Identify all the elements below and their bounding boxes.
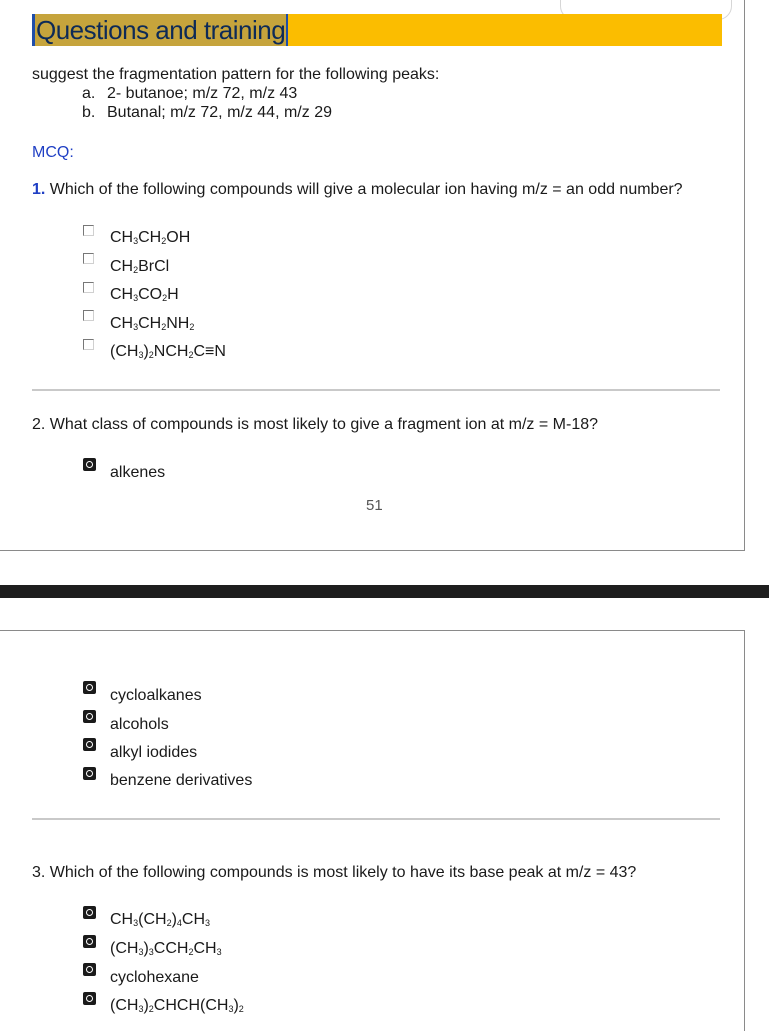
q1-option-e: $(CH_3)_2NCH_2C\equiv N$	[110, 343, 226, 360]
question-1	[32, 180, 683, 200]
radio-q2-c[interactable]	[83, 710, 96, 723]
checkbox-q1-e[interactable]	[83, 339, 94, 350]
checkbox-q1-b[interactable]	[83, 253, 94, 264]
q2-option-d: alkyl iodides	[110, 744, 198, 761]
intro-prompt: suggest the fragmentation pattern for the following peaks:	[32, 66, 440, 83]
question-1-number: 1.	[32, 181, 46, 198]
q3-option-d: $(CH_3)_2CHCH(CH_3)_2$	[110, 997, 244, 1014]
radio-q2-e[interactable]	[83, 767, 96, 780]
q1-option-d: $CH_3CH_2NH_2$	[110, 315, 195, 332]
separator	[32, 389, 720, 391]
page-gap-bar	[0, 585, 769, 598]
q2-option-e: benzene derivatives	[110, 772, 253, 789]
page-title: Questions and training	[32, 14, 288, 46]
radio-q3-a[interactable]	[83, 906, 96, 919]
q2-option-b: cycloalkanes	[110, 687, 202, 704]
q1-option-c: $CH_3CO_2H$	[110, 286, 179, 303]
question-1-text: Which of the following compounds will give a molecular ion having m/z = an odd number?	[49, 181, 683, 198]
checkbox-q1-a[interactable]	[83, 225, 94, 236]
checkbox-q1-c[interactable]	[83, 282, 94, 293]
page-number: 51	[366, 497, 383, 514]
radio-q2-d[interactable]	[83, 738, 96, 751]
q1-option-a: $CH_3CH_2OH$	[110, 229, 191, 246]
intro-item-a: 2- butanoe; m/z 72, m/z 43	[107, 85, 298, 102]
question-3: 3. Which of the following compounds is most likely to have its base peak at m/z = 43?	[32, 864, 637, 881]
separator	[32, 818, 720, 820]
radio-q2-b[interactable]	[83, 681, 96, 694]
page-edge-tick	[0, 630, 10, 631]
mcq-label: MCQ:	[32, 144, 74, 161]
intro-item-a-marker: a.	[82, 85, 96, 102]
q2-option-a: alkenes	[110, 464, 166, 481]
question-2: 2. What class of compounds is most likely to give a fragment ion at m/z = M-18?	[32, 416, 599, 433]
q3-option-a: $CH_3(CH_2)_4CH_3$	[110, 911, 211, 928]
intro-item-b-marker: b.	[82, 104, 96, 121]
checkbox-q1-d[interactable]	[83, 310, 94, 321]
radio-q2-a[interactable]	[83, 458, 96, 471]
radio-q3-c[interactable]	[83, 963, 96, 976]
radio-q3-d[interactable]	[83, 992, 96, 1005]
intro-item-b: Butanal; m/z 72, m/z 44, m/z 29	[107, 104, 332, 121]
q2-option-c: alcohols	[110, 716, 169, 733]
radio-q3-b[interactable]	[83, 935, 96, 948]
q3-option-c: cyclohexane	[110, 969, 199, 986]
q1-option-b: $CH_2BrCl$	[110, 258, 170, 275]
q3-option-b: $(CH_3)_3CCH_2CH_3$	[110, 940, 222, 957]
